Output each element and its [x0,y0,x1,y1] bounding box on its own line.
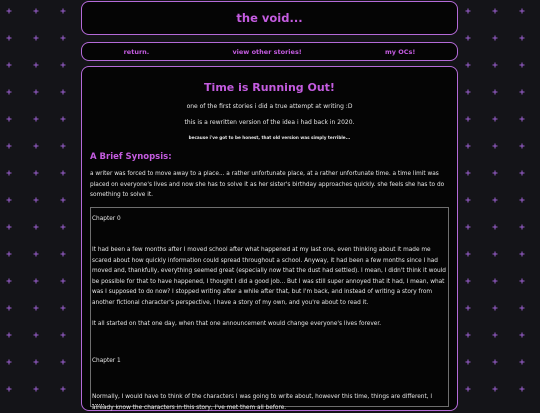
synopsis-heading: A Brief Synopsis: [90,152,172,162]
star-decoration [61,306,66,311]
my-ocs-link[interactable]: my OCs! [384,47,416,56]
star-decoration [493,360,498,365]
story-text-box[interactable] [90,207,449,411]
star-decoration [466,63,471,68]
other-stories-link[interactable]: view other stories! [232,47,302,56]
star-decoration [61,333,66,338]
story-title: Time is Running Out! [204,81,335,94]
star-decoration [520,171,525,176]
star-decoration [466,144,471,149]
story-paragraph: It had been a few months after I moved school after what happened at my last one, even thinking about it made me scared about how quickly information could spread throughout a school. Anyway, it had been a few months since I had moved and, thankfully, everything seemed great (especially now that the dust had settled). I mean, I didn't think it would be possible for that to have happened, I thought I did a good job... But I was still super annoyed that it had, I mean, what was I supposed to do now? I stopped writing after a while after that, but I'm back, and instead of writing a story from another fictional character's perspective, I have a story of my own, and you're about to read it. [92,247,446,306]
star-decoration [466,387,471,392]
star-decoration [493,171,498,176]
star-decoration [466,279,471,284]
star-decoration [7,198,12,203]
star-decoration [520,63,525,68]
star-decoration [34,252,39,257]
star-decoration [34,36,39,41]
author-note-2: this is a rewritten version of the idea i had back in 2020. [184,119,355,126]
star-decoration [520,360,525,365]
star-decoration [61,387,66,392]
star-decoration [61,360,66,365]
star-decoration [520,252,525,257]
star-decoration [7,9,12,14]
star-decoration [61,90,66,95]
star-decoration [7,306,12,311]
star-decoration [7,63,12,68]
star-decoration [7,117,12,122]
story-panel [81,66,458,411]
star-decoration [520,9,525,14]
star-decoration [493,387,498,392]
star-decoration [493,90,498,95]
star-decoration [466,225,471,230]
star-decoration [520,144,525,149]
scroll-more-indicator [92,404,104,405]
star-decoration [61,198,66,203]
star-decoration [34,306,39,311]
star-decoration [493,144,498,149]
star-decoration [520,333,525,338]
star-decoration [466,36,471,41]
nav-bar [81,42,458,61]
star-decoration [34,279,39,284]
synopsis-text: a writer was forced to move away to a place... a rather unfortunate place, at a rather unfortunate time. a time limit was placed on everyone's lives and now she has to solve it as her sister's birthday approaches quickly. she feels she has to do something to solve it. [90,171,445,198]
star-decoration [34,63,39,68]
star-decoration [61,171,66,176]
star-decoration [493,279,498,284]
star-decoration [7,333,12,338]
star-decoration [61,117,66,122]
star-decoration [61,252,66,257]
star-decoration [493,225,498,230]
star-decoration [520,225,525,230]
author-note-3: because i've got to be honest, that old version was simply terrible... [188,135,351,140]
return-link[interactable]: return. [123,47,150,56]
star-decoration [7,252,12,257]
star-decoration [520,117,525,122]
chapter-0-heading: Chapter 0 [92,215,121,222]
site-title: the void... [236,11,303,25]
star-decoration [493,333,498,338]
star-decoration [493,117,498,122]
star-decoration [466,171,471,176]
author-note-1: one of the first stories i did a true attempt at writing :D [186,103,353,110]
star-decoration [34,225,39,230]
star-decoration [520,387,525,392]
star-decoration [34,171,39,176]
star-decoration [61,144,66,149]
star-decoration [34,360,39,365]
star-decoration [466,333,471,338]
star-decoration [7,360,12,365]
star-decoration [466,90,471,95]
star-decoration [7,279,12,284]
star-decoration [7,387,12,392]
story-paragraph: Normally, I would have to think of the characters I was going to write about, however this time, things are different, I already know the characters in this story, I've met them all before. [92,394,433,411]
star-decoration [520,198,525,203]
chapter-1-heading: Chapter 1 [92,357,121,364]
star-decoration [61,225,66,230]
star-decoration [34,117,39,122]
star-decoration [466,117,471,122]
star-decoration [520,279,525,284]
star-decoration [61,63,66,68]
star-decoration [34,333,39,338]
star-decoration [34,198,39,203]
star-decoration [466,306,471,311]
story-paragraph: It all started on that one day, when that one announcement would change everyone's lives forever. [92,321,382,327]
star-decoration [466,252,471,257]
star-decoration [34,387,39,392]
star-decoration [493,198,498,203]
star-decoration [493,63,498,68]
star-decoration [520,90,525,95]
star-decoration [61,279,66,284]
star-decoration [493,252,498,257]
star-decoration [466,360,471,365]
star-decoration [466,198,471,203]
star-decoration [61,36,66,41]
star-decoration [34,90,39,95]
star-decoration [493,36,498,41]
star-decoration [34,9,39,14]
star-decoration [520,36,525,41]
star-decoration [7,90,12,95]
star-decoration [7,171,12,176]
header-panel [81,1,458,35]
star-decoration [34,144,39,149]
star-decoration [7,36,12,41]
star-decoration [7,144,12,149]
star-decoration [493,306,498,311]
star-decoration [61,9,66,14]
star-decoration [466,9,471,14]
star-decoration [520,306,525,311]
star-decoration [7,225,12,230]
star-decoration [493,9,498,14]
